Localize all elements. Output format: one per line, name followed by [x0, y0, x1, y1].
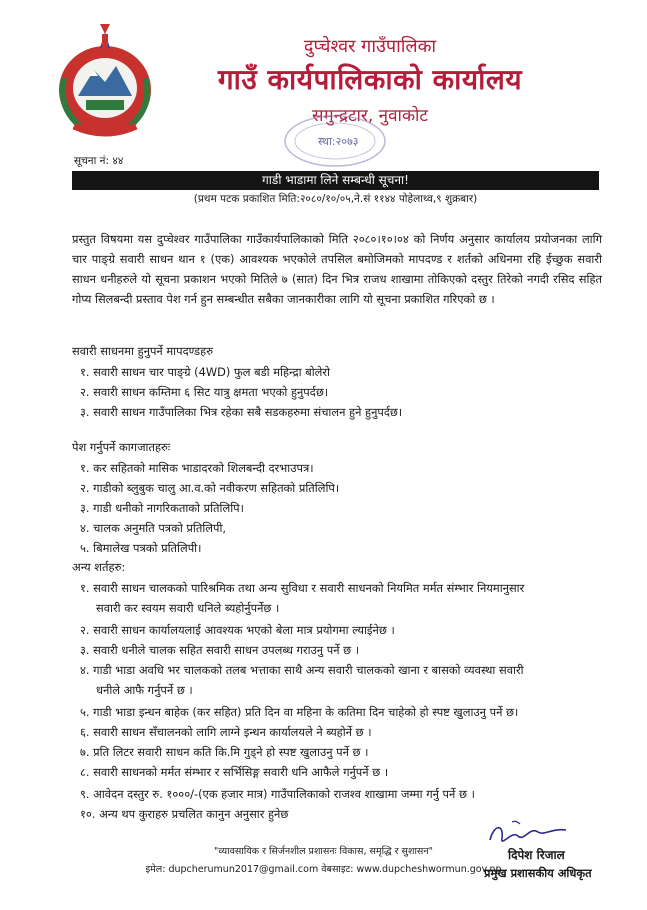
- conditions-item: १०. अन्य थप कुराहरु प्रचलित कानुन अनुसार हुनेछ: [80, 807, 289, 821]
- footer-contact: इमेल: dupcherumun2017@gmail.com वेबसाइट: www.dupcheshwormun.gov.np: [145, 864, 502, 875]
- notice-number: सूचना नं: ४४: [74, 155, 124, 167]
- conditions-item: ३. सवारी धनीले चालक सहित सवारी साधन उपलब्ध गराउनु पर्ने छ ।: [80, 643, 360, 657]
- criteria-item: ३. सवारी साधन गाउँपालिका भित्र रहेका सबै सडकहरुमा संचालन हुने हुनुपर्दछ।: [80, 405, 403, 419]
- conditions-item: ८. सवारी साधनको मर्मत संम्भार र सर्भिसिङ्ग सवारी धनि आफैले गर्नुपर्ने छ ।: [80, 765, 389, 779]
- conditions-item: ७. प्रति लिटर सवारी साधन कति कि.मि गुड्ने हो स्पष्ट खुलाउनु पर्ने छ ।: [80, 745, 369, 759]
- conditions-item: धनीले आफै गर्नुपर्ने छ ।: [96, 683, 193, 697]
- criteria-heading: सवारी साधनमा हुनुपर्ने मापदण्डहरु: [72, 344, 214, 358]
- signatory-name: दिपेश रिजाल: [508, 848, 565, 862]
- municipality-name: दुप्चेश्वर गाउँपालिका: [303, 36, 437, 57]
- conditions-item: ५. गाडी भाडा इन्धन बाहेक (कर सहित) प्रति दिन वा महिना के कतिमा दिन चाहेको हो स्पष्ट खुलाउनु पर्ने छ।: [80, 705, 519, 719]
- documents-heading: पेश गर्नुपर्ने कागजातहरुः: [72, 440, 171, 454]
- documents-item: १. कर सहितको मासिक भाडादरको शिलबन्दी दरभाउपत्र।: [80, 461, 314, 475]
- notice-body: प्रस्तुत विषयमा यस दुप्चेश्वर गाउँपालिका गाउँकार्यपालिकाको मिति २०८०।१०।०४ को निर्णय अनुसार कार्यालय प्रयोजनका लागि चार पाङ्ग्रे सवारी साधन थान १ (एक) आवश्यक भएकोले तपसिल बमोजिमको मापदण्ड र शर्तको अधिनमा रहि ईच्छुक सवारी साधन धनीहरुले यो सूचना प्रकाशन भएको मितिले ७ (सात) दिन भित्र राजध शाखामा तोकिएको दस्तुर तिरेको नगदी रसिद सहित गोप्य सिलबन्दी प्रस्ताव पेश गर्न हुन सम्बन्धीत सबैका जानकारीका लागि यो सूचना प्रकाशित गरिएको छ ।: [72, 232, 602, 306]
- notice-title: गाडी भाडामा लिने सम्बन्धी सूचना!: [72, 171, 599, 190]
- conditions-item: ४. गाडी भाडा अवधि भर चालकको तलब भत्ताका साथै अन्य सवारी चालकको खाना र बासको व्यवस्था सवारी: [80, 663, 524, 677]
- office-address: समुन्द्रटार, नुवाकोट: [312, 106, 428, 126]
- footer-motto: "व्यावसायिक र सिर्जनशील प्रशासनः विकास, समृद्धि र सुशासन": [214, 846, 433, 857]
- conditions-item: सवारी कर स्वयम सवारी धनिले ब्यहोर्नुपर्नेछ ।: [96, 601, 280, 615]
- publication-date: (प्रथम पटक प्रकाशित मिति:२०८०/१०/०५,ने.सं ११४४ पोहेलाथ्व,९ शुक्रबार): [193, 193, 478, 205]
- documents-item: ३. गाडी धनीको नागरिकताको प्रतिलिपि।: [80, 501, 244, 515]
- nepal-emblem-icon: [50, 18, 160, 138]
- documents-item: ४. चालक अनुमति पत्रको प्रतिलिपी,: [80, 521, 227, 535]
- documents-item: २. गाडीको ब्लुबुक चालु आ.व.को नवीकरण सहितको प्रतिलिपि।: [80, 481, 340, 495]
- conditions-heading: अन्य शर्तहरु:: [72, 560, 126, 574]
- established-year: स्था:२०७३: [318, 135, 359, 148]
- conditions-item: २. सवारी साधन कार्यालयलाई आवश्यक भएको बेला मात्र प्रयोगमा ल्याईनेछ ।: [80, 623, 395, 637]
- conditions-item: ९. आवेदन दस्तुर रु. १०००/-(एक हजार मात्र) गाउँपालिकाको राजश्व शाखामा जम्मा गर्नु पर्ने छ ।: [80, 787, 475, 801]
- criteria-item: २. सवारी साधन कम्तिमा ६ सिट यात्रु क्षमता भएको हुनुपर्दछ।: [80, 385, 329, 399]
- criteria-item: १. सवारी साधन चार पाङ्ग्रे (4WD) फुल बडी महिन्द्रा बोलेरो: [80, 365, 330, 379]
- documents-item: ५. बिमालेख पत्रको प्रतिलिपी।: [80, 541, 202, 555]
- office-name: गाउँ कार्यपालिकाको कार्यालय: [217, 63, 523, 96]
- signatory-title: प्रमुख प्रशासकीय अधिकृत: [484, 866, 592, 880]
- conditions-item: १. सवारी साधन चालकको पारिश्रमिक तथा अन्य सुविधा र सवारी साधनको नियमित मर्मत संम्भार नियमानुसार: [80, 581, 525, 595]
- conditions-item: ६. सवारी साधन सँचालनको लागि लाग्ने इन्धन कार्यालयले ने ब्यहोर्ने छ ।: [80, 725, 372, 739]
